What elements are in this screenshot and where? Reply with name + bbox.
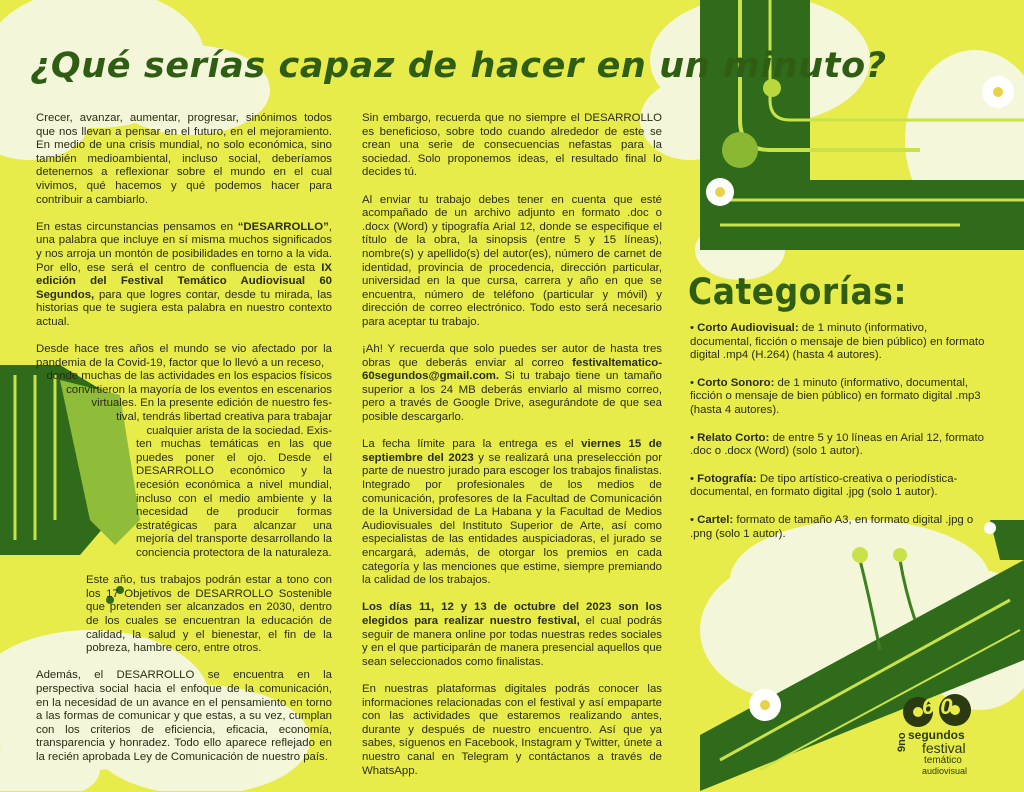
text-span: ten muchas temáticas en las que puedes poner el ojo. Desde el DESARROLLO económico y la recesión económica a nivel mundial, incluso con el medio ambiente y la necesidad de producir formas estratégicas para alcanzar una mejoría del transporte desarrollando la conciencia protectora de la naturaleza.	[136, 438, 332, 559]
category-desc: De tipo artístico-creativa o periodística-documental, en formato digital .jpg (solo 1 autor).	[690, 472, 958, 499]
logo-tematico: temático	[924, 755, 962, 766]
categories-title: Categorías:	[688, 270, 908, 313]
ods-paragraph: Este año, tus trabajos podrán estar a tono con los 17 Objetivos de DESARROLLO Sostenible que pretenden ser alcanzados en 2030, dentro de los cuales se encuentran la educación de calidad, la salud y el bienestar, el fin de la pobreza, hambre cero, entre otros.	[86, 574, 332, 655]
category-item	[690, 432, 992, 459]
logo-numeral: 60	[922, 694, 959, 719]
category-item	[690, 322, 992, 363]
bold-span: “DESARROLLO”	[237, 220, 329, 233]
text-span: Desde hace tres años el mundo se vio afectado por la pandemia de la Covid-19, factor que lo llevó a un receso,	[36, 343, 332, 369]
email-paragraph	[362, 343, 662, 425]
text-span: En estas circunstancias pensamos en	[36, 220, 238, 233]
text-span: ¡Ah! Y recuerda que solo puedes ser autor de hasta tres obras que deberás enviar al correo	[362, 343, 662, 369]
category-name: Corto Sonoro:	[697, 376, 775, 389]
bullet: •	[690, 376, 694, 389]
text-span: Si tu trabajo tiene un tamaño superior a los 24 MB deberás enviarlo al mismo correo, pero a través de Google Drive, asegurándote de que sea posible descargarlo.	[362, 370, 662, 424]
intro-paragraph: Crecer, avanzar, aumentar, progresar, sinónimos todos que nos llevan a pensar en el futuro, en el mejoramiento. En medio de una crisis mundial, no solo económica, sino también medioambiental, incluso social, deberíamos detenernos a reflexionar sobre el mundo en el cual vivimos, qué hacemos y qué podemos hacer para contribuir a cambiarlo.	[36, 112, 332, 206]
bold-span: Los días 11, 12 y 13 de octubre del 2023 son los elegidos para realizar nuestro festival,	[362, 601, 662, 627]
text-span: cualquier arista de la sociedad. Exis-	[146, 424, 332, 437]
text-span: donde muchas de las actividades en los espacios físicos	[46, 370, 332, 383]
category-name: Corto Audiovisual:	[697, 322, 799, 334]
category-name: Relato Corto:	[697, 431, 770, 444]
text-span: virtuales. En la presente edición de nuestro fes-	[91, 397, 332, 410]
desarrollo-paragraph	[36, 221, 332, 330]
email-link[interactable]: festivaltematico-60segundos@gmail.com.	[362, 356, 662, 383]
category-desc: de 1 minuto (informativo, documental, ficción o mensaje de bien público) en formato digital .mp3 (hasta 4 autores).	[690, 376, 981, 416]
logo-segundos: segundos	[908, 728, 965, 742]
text-span: convirtieron la mayoría de los eventos en escenarios	[66, 383, 332, 396]
category-desc: de entre 5 y 10 líneas en Arial 12, formato .doc o .docx (Word) (solo 1 autor).	[690, 431, 984, 458]
festival-dates-paragraph	[362, 601, 662, 669]
bullet: •	[690, 513, 694, 526]
logo-audiovisual: audiovisual	[922, 766, 968, 776]
requirements-paragraph: Al enviar tu trabajo debes tener en cuenta que esté acompañado de un archivo adjunto en formato .doc o .docx (Word) y tipografía Arial 12, donde se especifique el título de la obra, la sinopsis (entre 5 y 15 líneas), nombre(s) y apellido(s) del autor(es), número de carnet de identidad, provincia de procedencia, dirección particular, universidad en la que cursa, carrera y año en que se encuentra, número de teléfono (particular y móvil) y dirección de correo electrónico. Todo esto será necesario para aceptar tu trabajo.	[362, 193, 662, 328]
text-span: La fecha límite para la entrega es el	[362, 438, 582, 451]
bullet: •	[690, 431, 694, 444]
bullet: •	[690, 322, 694, 334]
logo-edition: 9no	[896, 732, 908, 752]
text-span: el cual podrás seguir de manera online por todas nuestras redes sociales y en el que participarán de manera presencial aquellos que sean seleccionados como finalistas.	[362, 614, 662, 668]
category-item	[690, 377, 992, 418]
deadline-paragraph	[362, 438, 662, 588]
page-title: ¿Qué serías capaz de hacer en un minuto?	[30, 46, 887, 86]
column-2	[362, 112, 662, 792]
text-span: tival, tendrás libertad creativa para trabajar	[116, 411, 332, 424]
category-item	[690, 473, 992, 500]
text-span: para que logres contar, desde tu mirada, las historias que te sugiera esta palabra en nuestro contexto actual.	[36, 288, 332, 328]
bold-span: viernes 15 de septiembre del 2023	[362, 438, 663, 464]
column-1	[36, 112, 332, 778]
logo-festival: festival	[922, 740, 966, 756]
communication-paragraph: Además, el DESARROLLO se encuentra en la perspectiva social hacia el enfoque de la comunicación, en la necesidad de un avance en el pensamiento en torno a las formas de comunicar y que estas, a su vez, cumplan con los criterios de eficiencia, eficacia, economía, transparencia y honradez. Todo ello aparece reflejado en la recién aprobada Ley de Comunicación de nuestro país.	[36, 669, 332, 763]
category-name: Fotografía:	[697, 472, 757, 485]
category-name: Cartel:	[697, 513, 734, 526]
category-item	[690, 514, 992, 541]
bold-span: IX edición del Festival Temático Audiovisual 60 Segundos,	[36, 261, 332, 301]
category-desc: formato de tamaño A3, en formato digital .jpg o .png (solo 1 autor).	[690, 513, 974, 540]
bullet: •	[690, 472, 694, 485]
text-span: , una palabra que incluye en sí misma muchos significados y nos arroja un montón de posibilidades en torno a la vida. Por ello, ese será el centro de confluencia de esta	[36, 220, 332, 274]
category-desc: de 1 minuto (informativo, documental, ficción o mensaje de bien público) en formato digital .mp4 (H.264) (hasta 4 autores).	[690, 322, 985, 362]
text-span: y se realizará una preselección por parte de nuestro jurado para escoger los trabajos finalistas. Integrado por profesionales de los medios de comunicación, profesores de la Facultad de Comunicación de la Universidad de La Habana y la Facultad de Medios Audiovisuales del Instituto Superior de Arte, así como especialistas de las entidades auspiciadoras, el jurado se encargará, además, de otorgar los premios en cada categoría y las menciones que estime, siempre premiando la calidad de los trabajos.	[362, 451, 662, 587]
warning-paragraph: Sin embargo, recuerda que no siempre el DESARROLLO es beneficioso, sobre todo cuando alrededor de este se crean una serie de consecuencias nefastas para la sociedad. Solo proponemos ideas, el resultado final lo decides tú.	[362, 112, 662, 179]
pandemic-paragraph	[36, 343, 332, 561]
social-paragraph: En nuestras plataformas digitales podrás conocer las informaciones relacionadas con el festival y así empaparte con las actividades que estaremos realizando antes, durante y después de nuestro encuentro. Así que ya sabes, síguenos en Facebook, Instagram y Twitter, únete a nuestro canal en Telegram y contáctanos a través de WhatsApp.	[362, 682, 662, 777]
categories-list	[690, 322, 992, 555]
